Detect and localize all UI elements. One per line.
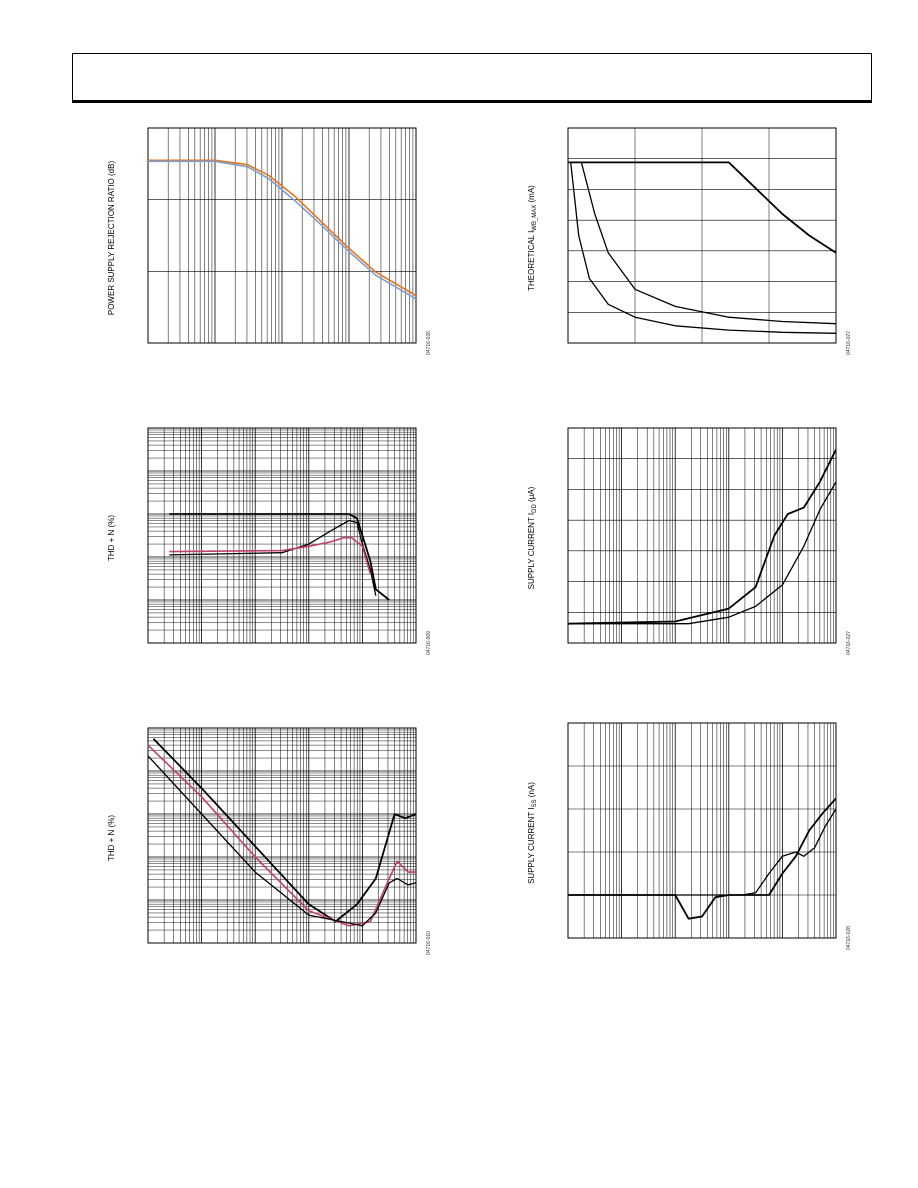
grid: [568, 128, 836, 343]
grid: [568, 723, 836, 938]
series-line-1: [169, 521, 375, 596]
y-axis-label: [527, 486, 538, 589]
grid: [148, 428, 416, 643]
y-axis-label: [527, 782, 538, 884]
series-line-1: [148, 745, 416, 926]
grid: [568, 428, 836, 643]
series-line-2: [571, 162, 836, 333]
y-axis-label-end: (nA): [527, 782, 536, 800]
y-axis-label-end: (mA): [527, 185, 536, 205]
y-axis-label: [527, 185, 538, 291]
idd-chart: [520, 418, 852, 678]
series-line-2: [169, 538, 370, 575]
y-axis-label-sub: SS: [532, 799, 538, 808]
figure-id: 04716-028: [846, 926, 852, 950]
page-header: [72, 53, 872, 103]
series-line-0: [153, 739, 416, 922]
figure-id: 04716-010: [426, 931, 432, 955]
plot-frame: [148, 428, 416, 643]
figure-id: 04716-009: [426, 631, 432, 655]
figure-id: 04716-026: [426, 331, 432, 355]
iss-chart: [520, 713, 852, 973]
y-axis-label-sub: WB_MAX: [532, 204, 538, 231]
series-line-1: [581, 162, 836, 323]
plot-frame: [568, 428, 836, 643]
y-axis-label: THD + N (%): [107, 515, 116, 561]
thdn-frequency-chart: [100, 418, 432, 678]
figure-id: 04716-027: [846, 631, 852, 655]
y-axis-label-sub: DD: [532, 504, 538, 513]
y-axis-label: POWER SUPPLY REJECTION RATIO (dB): [107, 160, 116, 316]
y-axis-label: THD + N (%): [107, 815, 116, 861]
y-axis-label-main: SUPPLY CURRENT I: [527, 512, 536, 590]
psrr-chart: [100, 118, 432, 378]
plot-frame: [568, 723, 836, 938]
thdn-amplitude-chart: [100, 718, 432, 978]
series-line-1: [568, 482, 836, 624]
iwb-max-chart: [520, 118, 852, 378]
y-axis-label-main: THEORETICAL I: [527, 230, 536, 291]
series-line-0: [568, 450, 836, 624]
series-line-0: [568, 798, 836, 918]
y-axis-label-main: SUPPLY CURRENT I: [527, 807, 536, 884]
figure-id: 04716-027: [846, 331, 852, 355]
y-axis-label-end: (µA): [527, 486, 536, 505]
